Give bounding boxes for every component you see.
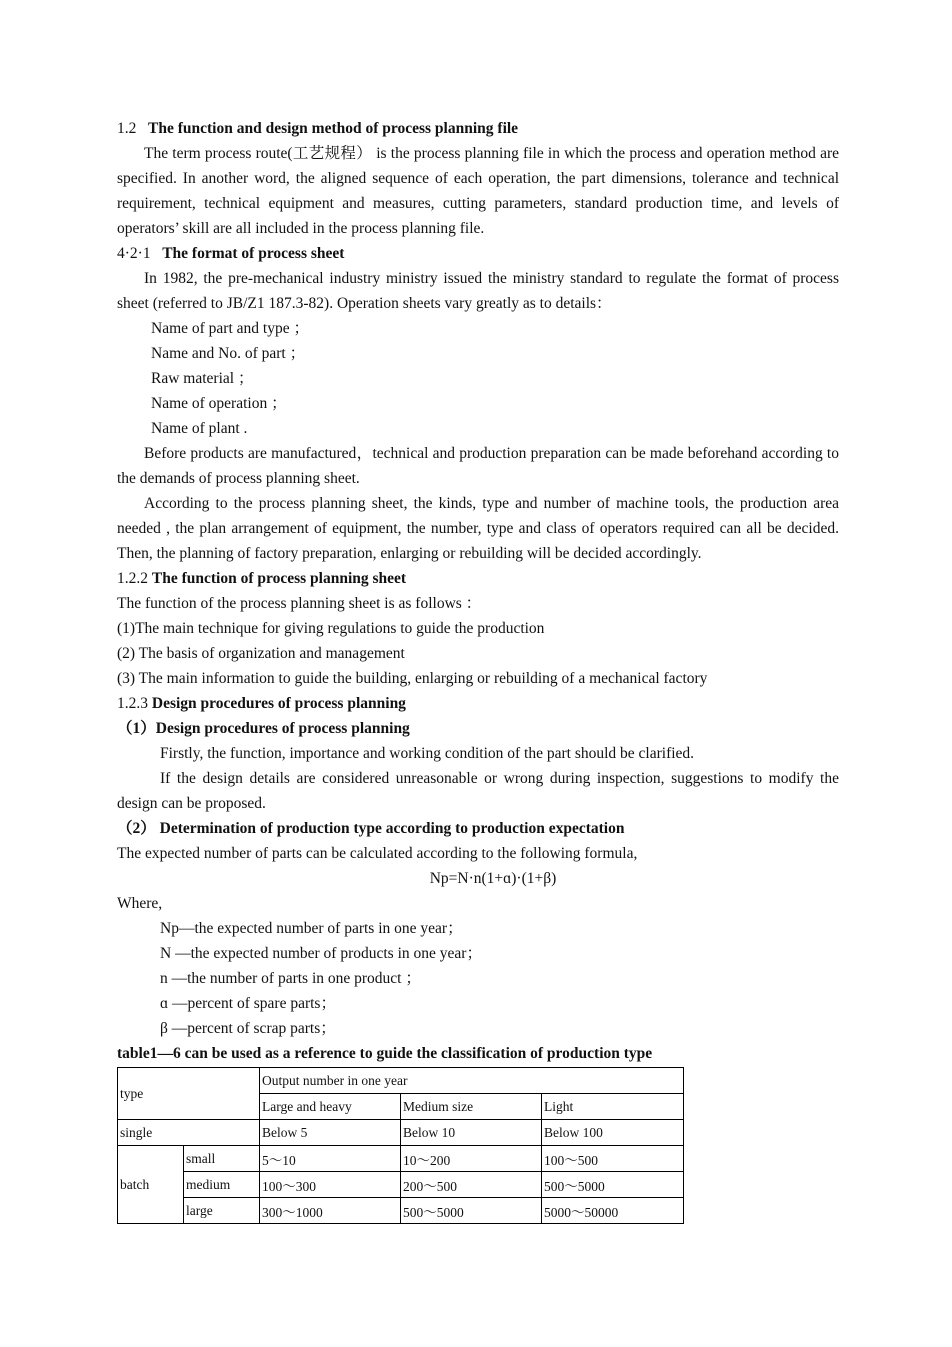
row-label-single: single <box>118 1120 260 1146</box>
document-page <box>117 116 839 1224</box>
batch-size-label: large <box>184 1198 260 1224</box>
section-title: The format of process sheet <box>162 245 345 262</box>
section-heading-1-2: 1.2 The function and design method of process planning file <box>117 120 519 137</box>
table-row <box>118 1198 684 1224</box>
table-cell: 500～5000 <box>542 1172 684 1198</box>
section-title: Design procedures of process planning <box>151 695 406 712</box>
detail-item: Raw material ； <box>151 370 254 387</box>
table-cell: 10～200 <box>401 1146 542 1172</box>
detail-item: Name of part and type ； <box>151 320 309 337</box>
detail-item: Name of plant . <box>151 420 248 437</box>
definition-item: ɑ —percent of spare parts； <box>160 995 336 1012</box>
table-cell: 300～1000 <box>260 1198 401 1224</box>
table-row <box>118 1068 684 1094</box>
table-cell: 5000～50000 <box>542 1198 684 1224</box>
subsection-heading-2: （2） Determination of production type according to production expectation <box>117 820 625 837</box>
production-type-table <box>117 1067 684 1224</box>
definition-item: n —the number of parts in one product ； <box>160 970 421 987</box>
section-title: The function of process planning sheet <box>151 570 407 587</box>
column-header: Medium size <box>401 1094 542 1120</box>
section-heading-1-2-2: 1.2.2 The function of process planning sheet <box>117 570 407 587</box>
detail-item: Name of operation ； <box>151 395 287 412</box>
output-header: Output number in one year <box>260 1068 684 1094</box>
batch-size-label: medium <box>184 1172 260 1198</box>
where-label: Where, <box>117 895 163 912</box>
table-cell: 500～5000 <box>401 1198 542 1224</box>
function-item: (2) The basis of organization and management <box>117 645 405 662</box>
table-caption: table1—6 can be used as a reference to guide the classification of production type <box>117 1045 653 1062</box>
table-cell: Below 5 <box>260 1120 401 1146</box>
type-header: type <box>118 1068 260 1120</box>
row-label-batch: batch <box>118 1146 184 1224</box>
table-cell: Below 10 <box>401 1120 542 1146</box>
definition-item: N —the expected number of products in one year； <box>160 945 482 962</box>
paragraph-process-route: The term process route(工艺规程） is the process planning file in which the process and operation method are specified. In another word, the aligned sequence of each operation, the part dimensions, tolerance and technical requirement, technical equipment and measures, cutting parameters, standard production time, and levels of operators’ skill are all included in the process planning file. <box>117 145 839 237</box>
paragraph-inspection: If the design details are considered unreasonable or wrong during inspection, suggestions to modify the design can be proposed. <box>117 770 839 812</box>
paragraph-format-standard: In 1982, the pre-mechanical industry ministry issued the ministry standard to regulate the format of process sheet (referred to JB/Z1 187.3-82). Operation sheets vary greatly as to details： <box>117 270 839 312</box>
table-cell: 5～10 <box>260 1146 401 1172</box>
table-cell: 100～500 <box>542 1146 684 1172</box>
table-row <box>118 1120 684 1146</box>
detail-item: Name and No. of part ； <box>151 345 306 362</box>
formula-intro: The expected number of parts can be calculated according to the following formula, <box>117 845 638 862</box>
definition-item: β —percent of scrap parts； <box>160 1020 336 1037</box>
subsection-heading-1: （1）Design procedures of process planning <box>117 720 410 737</box>
paragraph-according-sheet: According to the process planning sheet, the kinds, type and number of machine tools, the production area needed , the plan arrangement of equipment, the number, type and class of operators required can all be decided. Then, the planning of factory preparation, enlarging or rebuilding will be decided accordingly. <box>117 495 839 562</box>
firstly-line: Firstly, the function, importance and working condition of the part should be clarified. <box>160 745 695 762</box>
column-header: Light <box>542 1094 684 1120</box>
function-item: (3) The main information to guide the building, enlarging or rebuilding of a mechanical factory <box>117 670 708 687</box>
section-heading-4-2-1: 4·2·1 The format of process sheet <box>117 245 345 262</box>
table-cell: 100～300 <box>260 1172 401 1198</box>
batch-size-label: small <box>184 1146 260 1172</box>
table-row <box>118 1146 684 1172</box>
function-item: (1)The main technique for giving regulations to guide the production <box>117 620 545 637</box>
function-intro: The function of the process planning sheet is as follows ： <box>117 595 482 612</box>
section-heading-1-2-3: 1.2.3 Design procedures of process planning <box>117 695 406 712</box>
formula: Np=N·n(1+ɑ)·(1+β) <box>429 870 557 887</box>
column-header: Large and heavy <box>260 1094 401 1120</box>
definition-item: Np—the expected number of parts in one year； <box>160 920 463 937</box>
paragraph-before-products: Before products are manufactured，technical and production preparation can be made beforehand according to the demands of process planning sheet. <box>117 445 839 487</box>
table-cell: Below 100 <box>542 1120 684 1146</box>
table-row <box>118 1172 684 1198</box>
table-cell: 200～500 <box>401 1172 542 1198</box>
section-title: The function and design method of process planning file <box>148 120 519 137</box>
